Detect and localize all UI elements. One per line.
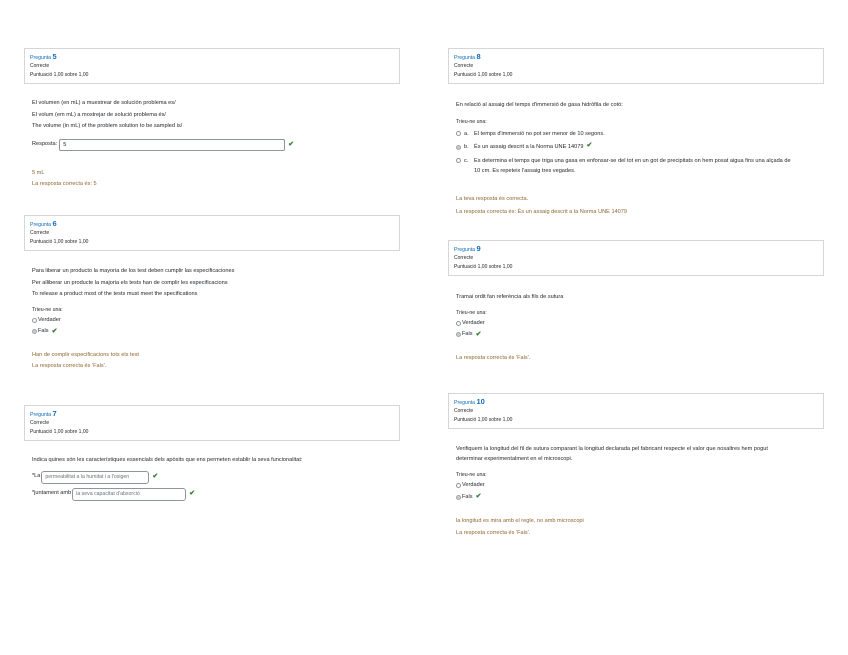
question-number: 10 — [476, 397, 485, 406]
question-state: Correcte — [454, 408, 474, 414]
question-6-info — [24, 215, 400, 251]
radio-button[interactable] — [456, 158, 461, 163]
question-text-line: To release a product most of the tests must meet the specifications — [32, 291, 198, 297]
question-text-line: determinar experimentalment en el microscopi. — [456, 456, 573, 462]
question-9-info — [448, 240, 824, 276]
option-false[interactable]: Fals ✔ — [32, 326, 396, 338]
question-8-info — [448, 48, 824, 84]
question-10-info — [448, 393, 824, 429]
question-state: Correcte — [30, 63, 50, 69]
radio-button-selected[interactable] — [456, 495, 461, 500]
question-number: 8 — [476, 52, 481, 61]
option-false[interactable]: Fals ✔ — [456, 329, 820, 341]
correct-check-icon: ✔ — [288, 140, 295, 148]
radio-button[interactable] — [456, 321, 461, 326]
correct-check-icon: ✔ — [586, 142, 593, 149]
option-letter: b. — [464, 144, 469, 150]
fill-input-1[interactable]: permeabilitat a la humitat i a l'oxigen — [41, 471, 149, 484]
right-answer: La resposta correcta és 'Fals'. — [456, 529, 531, 536]
fill-label: *La — [32, 473, 41, 480]
option-true[interactable]: Verdader — [32, 315, 396, 327]
option-a[interactable] — [456, 129, 820, 140]
choose-one-label: Trieu-ne una: — [456, 309, 487, 316]
option-false[interactable]: Fals ✔ — [456, 492, 820, 504]
question-label: Pregunta — [454, 247, 476, 253]
question-label: Pregunta — [454, 55, 476, 61]
question-text-line: Para liberar un producto la mayoria de los test deben cumplir las especificaciones — [32, 268, 235, 274]
question-grade: Puntuació 1,00 sobre 1,00 — [454, 72, 513, 78]
question-grade: Puntuació 1,00 sobre 1,00 — [30, 239, 89, 245]
question-grade: Puntuació 1,00 sobre 1,00 — [30, 429, 89, 435]
option-text: Es determina el temps que triga una gasa en enfonsar-se del tot en un got de precipitats on hem posat aigua fins una alçada de 10 cm. Es repeteix l'assaig tres vegades. — [474, 157, 791, 174]
right-answer: La resposta correcta és 'Fals'. — [32, 363, 107, 369]
question-text: Indica quines són les característiques essencials dels apòsits que ens permeten establir la seva funcionalitat: — [32, 457, 303, 463]
question-8-content — [456, 100, 820, 219]
question-7-content — [32, 455, 396, 501]
question-text-line: El volum (em mL) a mostrejar de solució problema és/ — [32, 111, 166, 118]
option-true[interactable]: Verdader — [456, 318, 820, 330]
correct-check-icon: ✔ — [152, 473, 159, 480]
radio-button-selected[interactable] — [32, 329, 37, 334]
option-true[interactable]: Verdader — [456, 480, 820, 492]
question-5-info — [24, 48, 400, 84]
question-9-content — [456, 292, 820, 364]
fill-row-2 — [32, 488, 396, 501]
question-number: 7 — [52, 409, 57, 418]
specific-feedback: la longitud es mira amb el regle, no amb microscopi — [456, 518, 584, 524]
specific-feedback: 5 mL — [32, 169, 45, 176]
option-b[interactable] — [456, 142, 820, 153]
question-label: Pregunta — [30, 55, 52, 61]
question-7-info — [24, 405, 400, 441]
question-label: Pregunta — [30, 412, 52, 418]
right-answer: La resposta correcta és: 5 — [32, 181, 97, 187]
specific-feedback: Han de complir especificacions tots els test — [32, 351, 139, 358]
question-state: Correcte — [454, 255, 474, 261]
choose-one-label: Trieu-ne una: — [456, 472, 487, 478]
question-10-content — [456, 444, 820, 539]
answer-input[interactable]: 5 — [59, 139, 285, 151]
option-letter: a. — [464, 130, 469, 137]
correct-check-icon: ✔ — [475, 493, 482, 501]
question-state: Correcte — [454, 63, 474, 69]
question-text: En relació al assaig del temps d'immersió de gasa hidròfila de cotó: — [456, 102, 623, 108]
question-label: Pregunta — [30, 222, 52, 228]
fill-row-1 — [32, 471, 396, 484]
question-label: Pregunta — [454, 400, 476, 406]
question-grade: Puntuació 1,00 sobre 1,00 — [454, 264, 513, 270]
radio-button-selected[interactable] — [456, 145, 461, 150]
answer-row — [32, 139, 396, 151]
choose-one-label: Trieu-ne una: — [32, 306, 63, 313]
fill-input-2[interactable]: la seva capacitat d'absorció — [72, 488, 186, 501]
radio-button-selected[interactable] — [456, 332, 461, 337]
question-grade: Puntuació 1,00 sobre 1,00 — [30, 72, 89, 78]
question-text-line: Verifiquem la longitud del fil de sutura comparant la longitud declarada pel fabricant respecte el valor que nosaltres hem pogut — [456, 446, 768, 452]
choose-one-label: Trieu-ne una: — [456, 118, 487, 125]
radio-button[interactable] — [32, 318, 37, 323]
option-text: El temps d'immersió no pot ser menor de 10 segons. — [474, 130, 605, 137]
right-answer: La resposta correcta és 'Fals'. — [456, 354, 531, 361]
question-6-content — [32, 266, 396, 373]
right-answer: La resposta correcta és: És un assaig descrit a la Norma UNE 14079 — [456, 209, 628, 215]
option-letter: c. — [464, 157, 469, 164]
question-number: 9 — [476, 244, 481, 253]
fill-label: *juntament amb — [32, 490, 72, 497]
question-grade: Puntuació 1,00 sobre 1,00 — [454, 417, 513, 423]
question-5-content — [32, 98, 396, 191]
correct-check-icon: ✔ — [51, 327, 58, 335]
correct-check-icon: ✔ — [189, 490, 196, 497]
radio-button[interactable] — [456, 483, 461, 488]
question-number: 5 — [52, 52, 57, 61]
question-text-line: The volume (in mL) of the problem solution to be sampled is/ — [32, 123, 183, 129]
question-text: Tramai ordit fan referència als fils de sutura — [456, 294, 564, 300]
question-number: 6 — [52, 219, 57, 228]
general-feedback: La teva resposta és correcta. — [456, 195, 529, 202]
answer-label: Resposta: — [32, 140, 58, 147]
correct-check-icon: ✔ — [475, 330, 482, 338]
option-c[interactable] — [456, 156, 820, 177]
option-text: És un assaig descrit a la Norma UNE 14079 — [474, 144, 584, 150]
question-text-line: Per alliberar un producte la majoria els tests han de complir les especificacions — [32, 279, 228, 286]
question-text-line: El volumen (en mL) a muestrear de solución problema es/ — [32, 100, 176, 106]
question-state: Correcte — [30, 230, 50, 236]
radio-button[interactable] — [456, 131, 461, 136]
question-state: Correcte — [30, 420, 50, 426]
